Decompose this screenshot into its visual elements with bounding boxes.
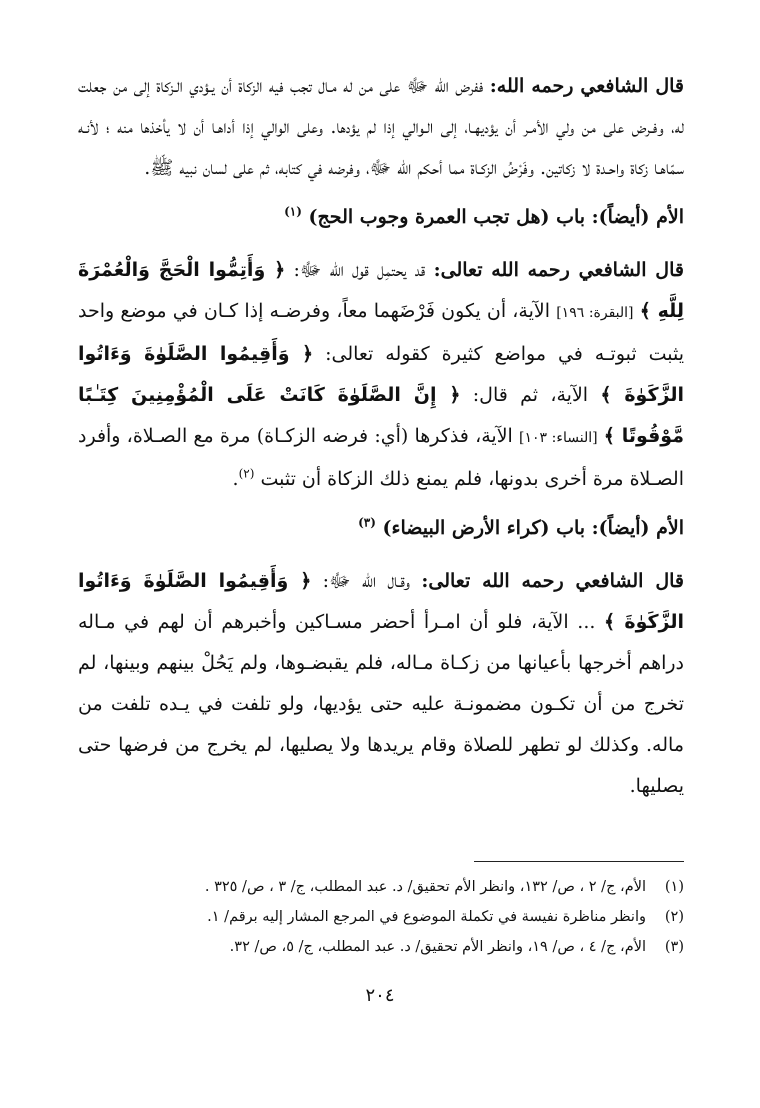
quran-verse: ﴿ وَأَقِيمُوا الصَّلَوٰةَ وَءَاتُوا الزَّكَوٰةَ ﴾ — [78, 343, 684, 406]
quran-verse: ﴿ وَأَتِمُّوا الْحَجَّ وَالْعُمْرَةَ لِلَّهِ ﴾ — [78, 259, 684, 322]
paragraph-text: وقـال الله ﷻ: — [322, 570, 411, 592]
paragraph-text: ففرض الله ﷻ على من له مـال تجب فيه الزكاة أن يـؤدي الـزكاة إلى من جعلت له، وفـرض على من ولي الأمـر أن يؤديهـا، إلى الـوالي إذا لم يؤدها. وعلى الوالي إذا أداهـا أن لا يأخذها منه ؛ لأنـه سمّاهـا زكاة واحـدة لا زكاتين. وفَرْضُ الزكـاة مما أحكم الله ﷻ، وفرضه في كتابه، ثم على لسان نبيه ﷺ. — [78, 75, 684, 179]
footnote-text: الأم، ج/ ٢ ، ص/ ١٣٢، وانظر الأم تحقيق/ د. عبد المطلب، ج/ ٣ ، ص/ ٣٢٥ . — [204, 879, 646, 895]
footnote-ref-1: (١) — [284, 204, 302, 219]
paragraph-text: الآية، ثم قال: — [472, 384, 589, 406]
speaker-lead: قال الشافعي رحمه الله: — [489, 75, 684, 97]
heading-label: الأم (أيضاً): باب (هل تجب العمرة وجوب الحج) — [308, 206, 684, 228]
footnote-number: (٢) — [664, 909, 684, 925]
footnote-2 — [100, 902, 684, 932]
footnote-number: (٣) — [664, 939, 684, 955]
section-heading-umrah — [78, 197, 684, 238]
footnote-text: وانظر مناظرة نفيسة في تكملة الموضوع في المرجع المشار إليه برقم/ ١. — [207, 909, 646, 925]
main-text — [78, 66, 684, 807]
quran-verse: ﴿ وَأَقِيمُوا الصَّلَوٰةَ وَءَاتُوا الزَّكَوٰةَ ﴾ — [78, 570, 684, 633]
footnote-3 — [100, 932, 684, 962]
speaker-lead: قال الشافعي رحمه الله تعالى: — [433, 259, 684, 281]
paragraph-end: . — [232, 468, 239, 490]
footnote-separator — [474, 861, 684, 862]
paragraph-shafii-1 — [78, 66, 684, 189]
verse-reference: [البقرة: ١٩٦] — [556, 305, 634, 321]
verse-reference: [النساء: ١٠٣] — [519, 430, 598, 446]
section-heading-land-rent — [78, 508, 684, 549]
footnote-number: (١) — [664, 879, 684, 895]
paragraph-text: الآية، فذكرها (أي: فرضه الزكـاة) مرة مع الصـلاة، وأفرد الصـلاة مرة أخرى بدونها، فلم يمنع ذلك الزكاة أن تثبت — [78, 425, 684, 490]
paragraph-text: ... الآية، فلو أن امـرأ أحضر مسـاكين وأخبرهم أن لهم في مـاله دراهم أخرجها بأعيانها من زكـاة مـاله، فلم يقبضـوها، ولم يَحُلْ بينهم وبينها، لم تخرج من أن تكـون مضمونـة عليه حتى يؤديها، ولو تلفت في يـده تلفت من ماله. وكذلك لو تطهر للصلاة وقام يريدها ولا يصليها، لم يخرج من فرضها حتى يصليها. — [78, 611, 684, 797]
footnote-ref-3: (٣) — [358, 515, 376, 530]
speaker-lead: قال الشافعي رحمه الله تعالى: — [421, 570, 685, 592]
footnote-text: الأم، ج/ ٤ ، ص/ ١٩، وانظر الأم تحقيق/ د. عبد المطلب، ج/ ٥، ص/ ٣٢. — [229, 939, 646, 955]
footnote-1 — [100, 872, 684, 902]
heading-label: الأم (أيضاً): باب (كراء الأرض البيضاء) — [382, 517, 684, 539]
footnote-ref-2: (٢) — [238, 466, 255, 481]
quran-verse: ﴿ إِنَّ الصَّلَوٰةَ كَانَتْ عَلَى الْمُؤْمِنِينَ كِتَـٰبًا مَّوْقُوتًا ﴾ — [78, 384, 684, 447]
page-number: ٢٠٤ — [365, 985, 395, 1006]
footnotes — [100, 872, 684, 962]
paragraph-text: قد يحتمِل قول الله ﷻ: — [293, 259, 426, 281]
paragraph-text: الآية، أن يكون فَرْضَهما معاً، وفرضـه إذا كـان في موضع واحد يثبت ثبوتـه في مواضع كثيرة كقوله تعالى: — [78, 300, 684, 365]
paragraph-shafii-3 — [78, 561, 684, 807]
paragraph-shafii-2 — [78, 250, 684, 500]
